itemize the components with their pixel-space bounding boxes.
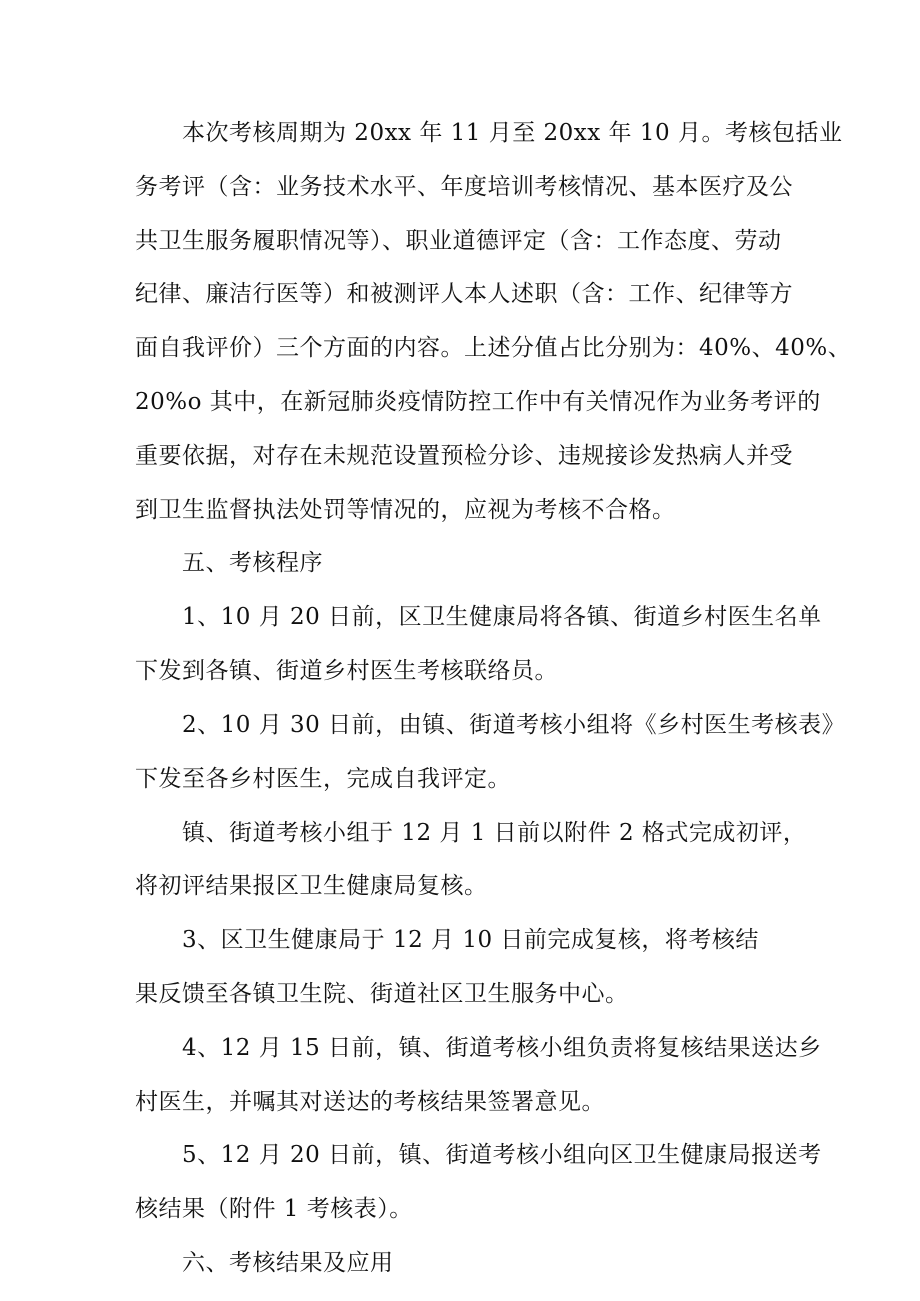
section-heading: 六、考核结果及应用 (182, 1250, 394, 1276)
text-line: 本次考核周期为 20xx 年 11 月至 20xx 年 10 月。考核包括业 (182, 120, 843, 146)
text-line: 务考评（含：业务技术水平、年度培训考核情况、基本医疗及公 (135, 174, 793, 200)
text-line: 果反馈至各镇卫生院、街道社区卫生服务中心。 (135, 981, 629, 1007)
text-line: 5、12 月 20 日前，镇、街道考核小组向区卫生健康局报送考 (182, 1142, 822, 1168)
text-line: 下发至各乡村医生，完成自我评定。 (135, 766, 511, 792)
text-line: 到卫生监督执法处罚等情况的，应视为考核不合格。 (135, 497, 676, 523)
text-line: 镇、街道考核小组于 12 月 1 日前以附件 2 格式完成初评， (182, 820, 807, 846)
text-line: 面自我评价）三个方面的内容。上述分值占比分别为：40%、40%、 (135, 335, 852, 361)
text-line: 核结果（附件 1 考核表）。 (135, 1196, 413, 1222)
text-line: 2、10 月 30 日前，由镇、街道考核小组将《乡村医生考核表》 (182, 712, 846, 738)
section-heading: 五、考核程序 (182, 550, 323, 576)
text-line: 1、10 月 20 日前，区卫生健康局将各镇、街道乡村医生名单 (182, 604, 822, 630)
text-line: 4、12 月 15 日前，镇、街道考核小组负责将复核结果送达乡 (182, 1035, 822, 1061)
text-line: 重要依据，对存在未规范设置预检分诊、违规接诊发热病人并受 (135, 443, 793, 469)
text-line: 共卫生服务履职情况等）、职业道德评定（含：工作态度、劳动 (135, 228, 782, 254)
text-line: 纪律、廉洁行医等）和被测评人本人述职（含：工作、纪律等方 (135, 281, 793, 307)
text-line: 村医生，并嘱其对送达的考核结果签署意见。 (135, 1089, 605, 1115)
text-line: 3、区卫生健康局于 12 月 10 日前完成复核，将考核结 (182, 927, 759, 953)
text-line: 20%o 其中，在新冠肺炎疫情防控工作中有关情况作为业务考评的 (135, 389, 821, 415)
text-line: 将初评结果报区卫生健康局复核。 (135, 873, 488, 899)
text-line: 下发到各镇、街道乡村医生考核联络员。 (135, 658, 558, 684)
